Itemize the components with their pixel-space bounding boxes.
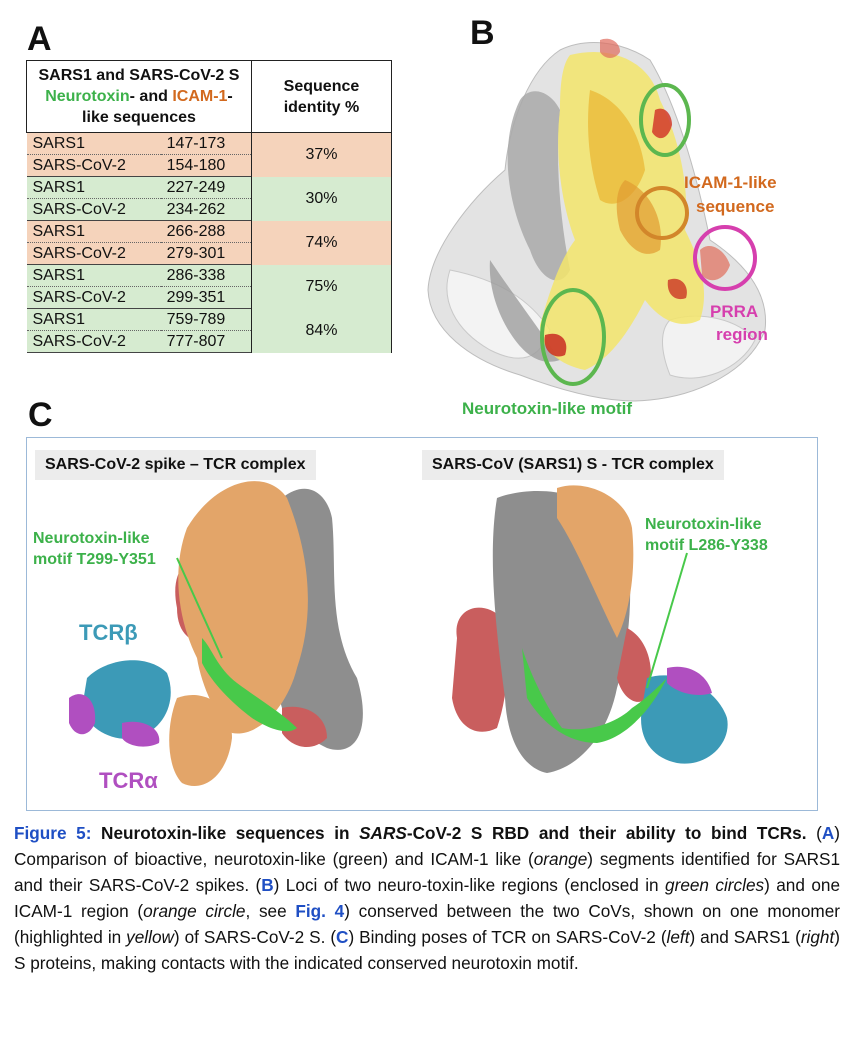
seq-range: 147-173 [161, 133, 252, 155]
seq-name: SARS1 [27, 177, 161, 199]
right-complex-title: SARS-CoV (SARS1) S - TCR complex [422, 450, 724, 480]
identity-value: 37% [251, 133, 391, 177]
icam-label-2: sequence [696, 197, 775, 216]
ref-b: B [261, 875, 274, 895]
seq-name: SARS1 [27, 221, 161, 243]
seq-range: 759-789 [161, 309, 252, 331]
table-row [27, 221, 392, 243]
seq-range: 279-301 [161, 243, 252, 265]
seq-name: SARS1 [27, 265, 161, 287]
seq-name: SARS1 [27, 309, 161, 331]
table-row [27, 265, 392, 287]
table-header-sequences [27, 61, 252, 133]
panel-label-c: C [28, 396, 53, 434]
panel-label-b: B [470, 14, 495, 52]
table-row [27, 133, 392, 155]
table-row [27, 177, 392, 199]
header-line-3: like sequences [82, 109, 196, 126]
seq-name: SARS-CoV-2 [27, 331, 161, 353]
identity-value: 30% [251, 177, 391, 221]
identity-value: 74% [251, 221, 391, 265]
header-neurotoxin: Neurotoxin [45, 88, 130, 105]
seq-range: 234-262 [161, 199, 252, 221]
seq-name: SARS-CoV-2 [27, 199, 161, 221]
right-motif-label: Neurotoxin-like motif L286-Y338 [645, 516, 768, 554]
panel-label-a: A [27, 20, 52, 58]
sequence-identity-table [26, 60, 392, 353]
figure-caption: Figure 5: Neurotoxin-like sequences in SARS-CoV-2 S RBD and their ability to bind TCRs. (A) Comparison of bioactive, neurotoxin-like (green) and ICAM-1 like (orange) segments identified for SARS1 and their SARS-CoV-2 spikes. (B) Loci of two neuro-toxin-like regions (enclosed in green circles) and one ICAM-1 region (orange circle, see Fig. 4) conserved between the two CoVs, shown on one monomer (highlighted in yellow) of SARS-CoV-2 S. (C) Binding poses of TCR on SARS-CoV-2 (left) and SARS1 (right) S proteins, making contacts with the indicated conserved neurotoxin motif. [14, 823, 840, 973]
fig4-link[interactable]: Fig. 4 [295, 901, 345, 921]
left-motif-label: Neurotoxin-like motif T299-Y351 [33, 530, 156, 568]
header-line-2: Neurotoxin- and ICAM-1- [45, 88, 233, 105]
seq-name: SARS1 [27, 133, 161, 155]
seq-range: 266-288 [161, 221, 252, 243]
identity-value: 75% [251, 265, 391, 309]
tcr-alpha-label: TCRα [99, 768, 158, 793]
prra-label-1: PRRA [710, 302, 759, 321]
tcr-complex-figure [27, 438, 817, 810]
ref-c: C [336, 927, 349, 947]
seq-range: 299-351 [161, 287, 252, 309]
spike-structure-figure [410, 30, 810, 430]
neurotoxin-motif-label: Neurotoxin-like motif [462, 399, 633, 418]
ref-a: A [821, 823, 835, 843]
seq-range: 227-249 [161, 177, 252, 199]
prra-label-2: region [716, 325, 768, 344]
seq-range: 154-180 [161, 155, 252, 177]
table-header-identity: Sequence identity % [251, 61, 391, 133]
header-icam: ICAM-1 [172, 88, 228, 105]
red-highlight-2 [600, 39, 620, 58]
panel-c-frame [26, 437, 818, 811]
table-body [27, 133, 392, 353]
figure-label: Figure 5: [14, 823, 92, 843]
seq-name: SARS-CoV-2 [27, 243, 161, 265]
seq-range: 777-807 [161, 331, 252, 353]
header-line-1: SARS1 and SARS-CoV-2 S [38, 67, 240, 84]
identity-value: 84% [251, 309, 391, 353]
icam-label-1: ICAM-1-like [684, 173, 777, 192]
seq-name: SARS-CoV-2 [27, 155, 161, 177]
tcr-beta-label: TCRβ [79, 620, 138, 645]
seq-range: 286-338 [161, 265, 252, 287]
seq-name: SARS-CoV-2 [27, 287, 161, 309]
left-complex-title: SARS-CoV-2 spike – TCR complex [35, 450, 316, 480]
table-row [27, 309, 392, 331]
